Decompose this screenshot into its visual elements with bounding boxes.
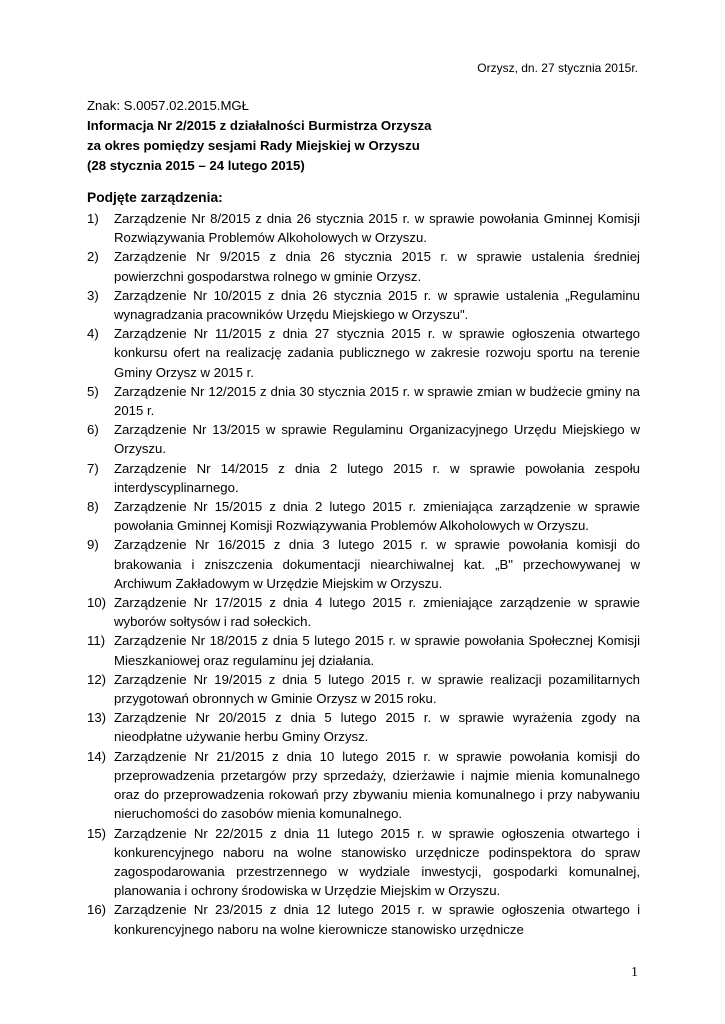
item-text: Zarządzenie Nr 21/2015 z dnia 10 lutego 2015 r. w sprawie powołania komisji do przeprowadzenia przetargów przy sprzedaży, dzierżawie i najmie mienia komunalnego oraz do przeprowadzenia rokowań przy zbywaniu mienia komunalnego i przy nabywaniu nieruchomości do zasobów mienia komunalnego. — [114, 748, 640, 822]
item-number: 8) — [87, 499, 99, 515]
item-number: 3) — [87, 287, 99, 303]
title-line: Informacja Nr 2/2015 z działalności Burmistrza Orzysza — [87, 118, 432, 133]
item-text: Zarządzenie Nr 17/2015 z dnia 4 lutego 2015 r. zmieniające zarządzenie w sprawie wyborów sołtysów i rad sołeckich. — [114, 595, 640, 630]
item-number: 1) — [87, 211, 99, 226]
list-item — [87, 535, 640, 593]
item-text: Zarządzenie Nr 13/2015 w sprawie Regulaminu Organizacyjnego Urzędu Miejskiego w Orzyszu. — [114, 422, 640, 457]
item-number: 7) — [87, 460, 99, 476]
page-number: 1 — [631, 965, 638, 980]
item-number: 9) — [87, 537, 99, 553]
item-number: 16) — [87, 902, 107, 918]
item-number: 10) — [87, 595, 107, 611]
list-item — [87, 459, 640, 497]
list-item — [87, 247, 640, 285]
item-text: Zarządzenie Nr 19/2015 z dnia 5 lutego 2015 r. w sprawie realizacji pozamilitarnych przygotowań obronnych w Gminie Orzysz w 2015 roku. — [114, 671, 640, 707]
item-text: Zarządzenie Nr 22/2015 z dnia 11 lutego 2015 r. w sprawie ogłoszenia otwartego i konkurencyjnego naboru na wolne stanowisko urzędnicze podinspektora do spraw zagospodarowania przestrzennego w wydziale inwestycji, gospodarki komunalnej, planowania i ochrony środowiska w Urzędzie Miejskim w Orzyszu. — [114, 825, 640, 899]
item-text: Zarządzenie Nr 11/2015 z dnia 27 stycznia 2015 r. w sprawie ogłoszenia otwartego konkursu ofert na realizację zadania publicznego w zakresie rozwoju sportu na terenie Gminy Orzysz w 2015 r. — [114, 326, 640, 380]
item-number: 14) — [87, 748, 107, 764]
list-item — [87, 497, 640, 535]
item-number: 11) — [87, 633, 106, 649]
item-number: 4) — [87, 326, 99, 342]
document-date: Orzysz, dn. 27 stycznia 2015r. — [477, 61, 638, 75]
document-header — [87, 96, 639, 176]
list-item — [87, 420, 640, 458]
item-number: 6) — [87, 422, 99, 438]
list-item — [87, 670, 640, 708]
list-item — [87, 631, 640, 669]
list-item — [87, 824, 640, 901]
list-item — [87, 382, 640, 420]
item-text: Zarządzenie Nr 20/2015 z dnia 5 lutego 2015 r. w sprawie wyrażenia zgody na nieodpłatne używanie herbu Gminy Orzysz. — [114, 710, 640, 745]
item-number: 15) — [87, 825, 107, 841]
document-sign: Znak: S.0057.02.2015.MGŁ — [87, 98, 250, 113]
item-text: Zarządzenie Nr 9/2015 z dnia 26 stycznia 2015 r. w sprawie ustalenia średniej powierzchni gospodarstwa rolnego w gminie Orzysz. — [114, 249, 640, 284]
ordinances-list — [87, 209, 640, 939]
item-text: Zarządzenie Nr 16/2015 z dnia 3 lutego 2015 r. w sprawie powołania komisji do brakowania i zniszczenia dokumentacji niearchiwalnej kat. „B" przechowywanej w Archiwum Zakładowym w Urzędzie Miejskim w Orzyszu. — [114, 537, 640, 591]
list-item — [87, 708, 640, 746]
item-text: Zarządzenie Nr 12/2015 z dnia 30 stycznia 2015 r. w sprawie zmian w budżecie gminy na 2015 r. — [114, 383, 640, 419]
item-text: Zarządzenie Nr 14/2015 z dnia 2 lutego 2015 r. w sprawie powołania zespołu interdyscyplinarnego. — [114, 460, 640, 495]
list-item — [87, 209, 640, 247]
item-number: 13) — [87, 710, 107, 726]
list-item — [87, 593, 640, 631]
list-item — [87, 900, 640, 938]
item-number: 2) — [87, 249, 99, 265]
title-line: za okres pomiędzy sesjami Rady Miejskiej w Orzyszu — [87, 138, 420, 153]
list-item — [87, 286, 640, 324]
item-text: Zarządzenie Nr 10/2015 z dnia 26 stycznia 2015 r. w sprawie ustalenia „Regulaminu wynagradzania pracowników Urzędu Miejskiego w Orzyszu". — [114, 287, 640, 323]
list-item — [87, 747, 640, 824]
item-text: Zarządzenie Nr 8/2015 z dnia 26 stycznia 2015 r. w sprawie powołania Gminnej Komisji Rozwiązywania Problemów Alkoholowych w Orzyszu. — [114, 211, 640, 246]
item-text: Zarządzenie Nr 23/2015 z dnia 12 lutego 2015 r. w sprawie ogłoszenia otwartego i konkurencyjnego naboru na wolne kierownicze stanowisko urzędnicze — [114, 902, 640, 937]
list-item — [87, 324, 640, 382]
title-line: (28 stycznia 2015 – 24 lutego 2015) — [87, 158, 305, 173]
item-number: 5) — [87, 383, 99, 399]
item-text: Zarządzenie Nr 18/2015 z dnia 5 lutego 2015 r. w sprawie powołania Społecznej Komisji Mieszkaniowej oraz regulaminu jej działania. — [114, 633, 640, 668]
section-title: Podjęte zarządzenia: — [87, 190, 223, 205]
item-text: Zarządzenie Nr 15/2015 z dnia 2 lutego 2015 r. zmieniająca zarządzenie w sprawie powołania Gminnej Komisji Rozwiązywania Problemów Alkoholowych w Orzyszu. — [114, 499, 640, 534]
item-number: 12) — [87, 671, 107, 687]
